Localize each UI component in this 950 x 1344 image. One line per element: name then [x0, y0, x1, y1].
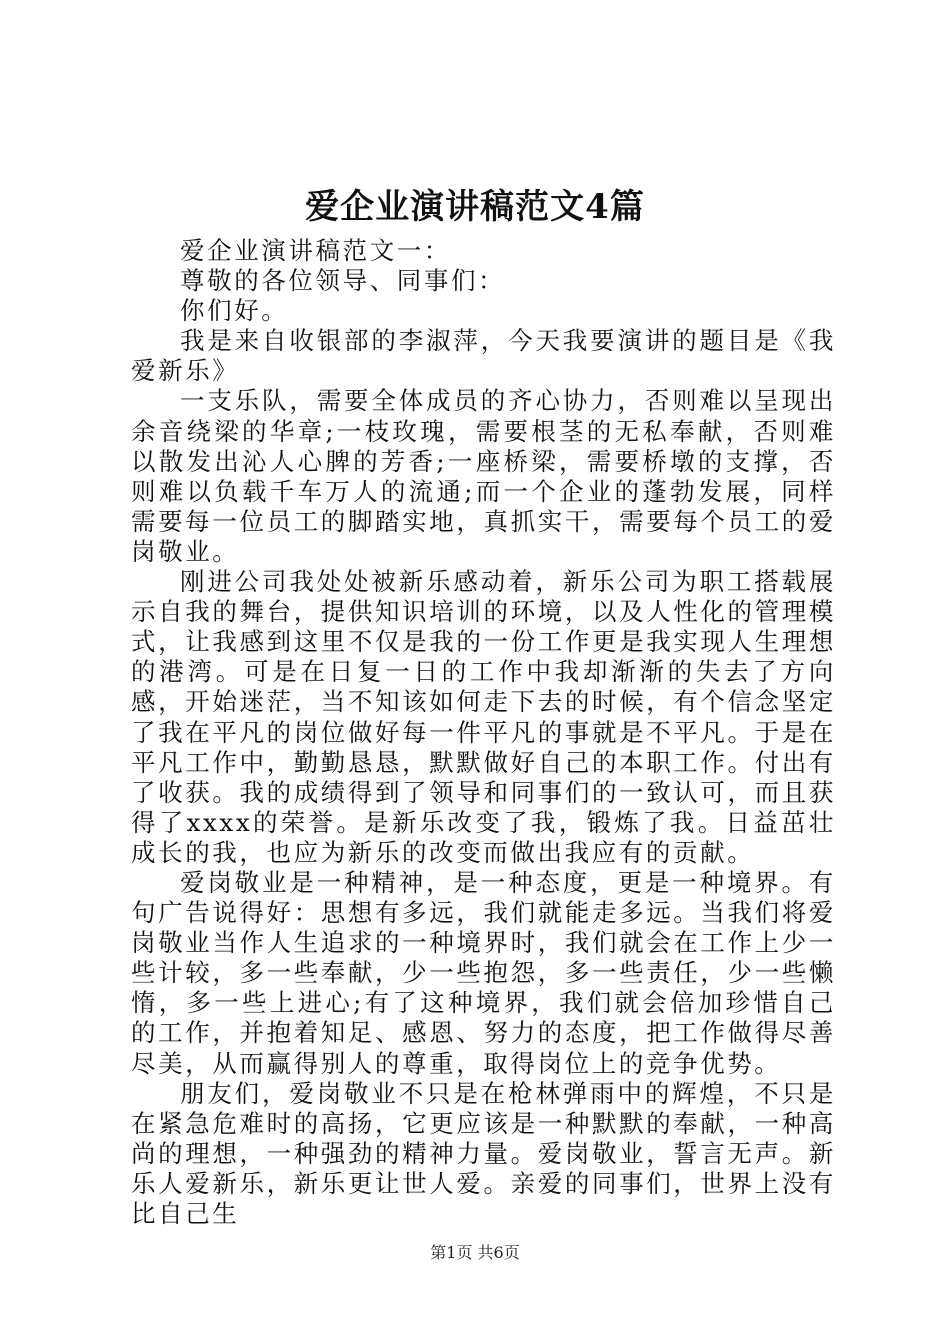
paragraph-company-experience: 刚进公司我处处被新乐感动着，新乐公司为职工搭载展示自我的舞台，提供知识培训的环境，以及人性化的管理模式，让我感到这里不仅是我的一份工作更是我实现人生理想的港湾。可是在日复一日的工作中我却渐渐的失去了方向感，开始迷茫，当不知该如何走下去的时候，有个信念坚定了我在平凡的岗位做好每一件平凡的事就是不平凡。于是在平凡工作中，勤勤恳恳，默默做好自己的本职工作。付出有了收获。我的成绩得到了领导和同事们的一致认可，而且获得了xxxx的荣誉。是新乐改变了我，锻炼了我。日益茁壮成长的我，也应为新乐的改变而做出我应有的贡献。 [131, 567, 836, 867]
document-body [131, 236, 836, 1229]
paragraph-greeting: 你们好。 [180, 296, 289, 326]
document-title: 爱企业演讲稿范文4篇 [305, 187, 645, 227]
paragraph-salutation: 尊敬的各位领导、同事们： [180, 266, 506, 296]
paragraph-heading-part-one: 爱企业演讲稿范文一： [180, 236, 451, 265]
paragraph-dedication-spirit: 爱岗敬业是一种精神，是一种态度，更是一种境界。有句广告说得好：思想有多远，我们就能走多远。当我们将爱岗敬业当作人生追求的一种境界时，我们就会在工作上少一些计较，多一些奉献，少一些抱怨，多一些责任，少一些懒惰，多一些上进心;有了这种境界，我们就会倍加珍惜自己的工作，并抱着知足、感恩、努力的态度，把工作做得尽善尽美，从而赢得别人的尊重，取得岗位上的竞争优势。 [131, 867, 836, 1078]
paragraph-friends-appeal: 朋友们，爱岗敬业不只是在枪林弹雨中的辉煌，不只是在紧急危难时的高扬，它更应该是一种默默的奉献，一种高尚的理想，一种强劲的精神力量。爱岗敬业，誓言无声。新乐人爱新乐，新乐更让世人爱。亲爱的同事们，世界上没有比自己生 [131, 1078, 836, 1228]
paragraph-self-introduction: 我是来自收银部的李淑萍，今天我要演讲的题目是《我爱新乐》 [131, 326, 836, 386]
page-footer: 第1页 共6页 [430, 1243, 520, 1262]
paragraph-band-analogy: 一支乐队，需要全体成员的齐心协力，否则难以呈现出余音绕梁的华章;一枝玫瑰，需要根茎的无私奉献，否则难以散发出沁人心脾的芳香;一座桥梁，需要桥墩的支撑，否则难以负载千车万人的流通;而一个企业的蓬勃发展，同样需要每一位员工的脚踏实地，真抓实干，需要每个员工的爱岗敬业。 [131, 386, 836, 566]
